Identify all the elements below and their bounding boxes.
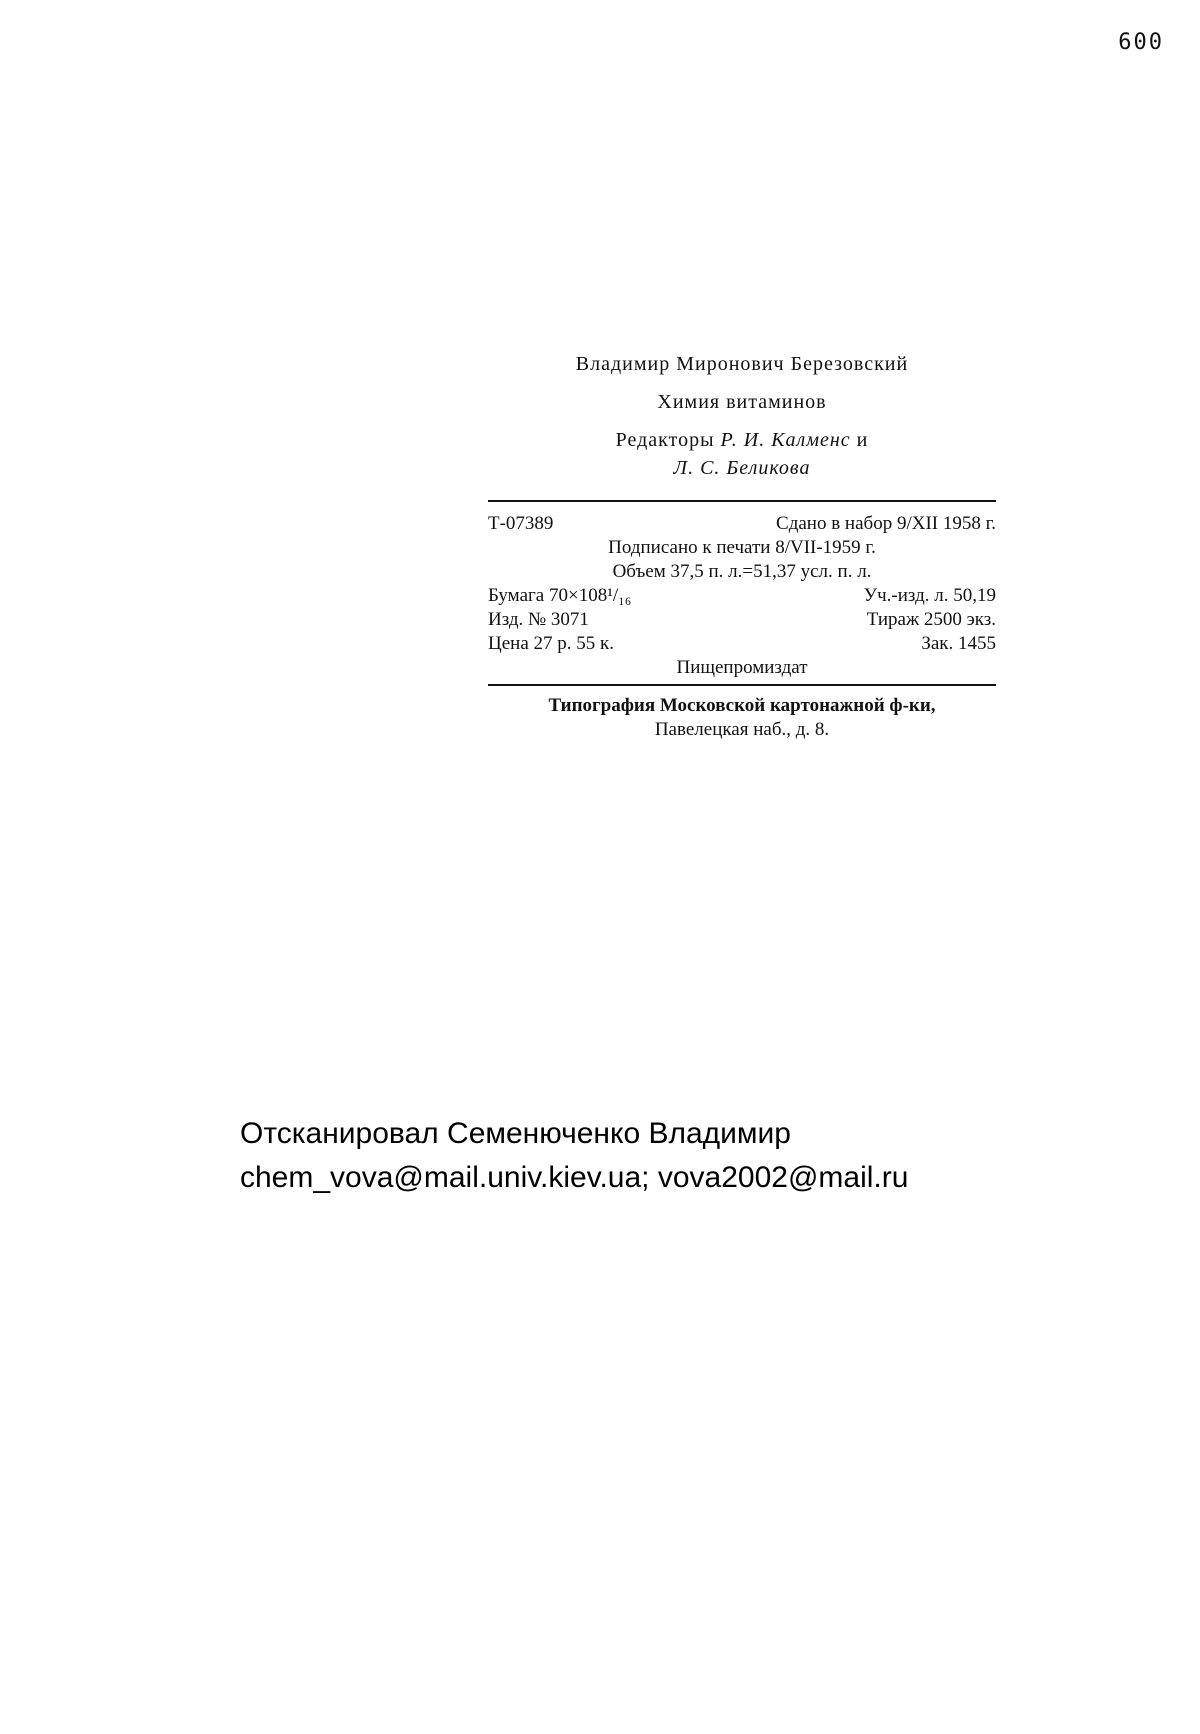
bottom-divider xyxy=(488,684,996,686)
order-number: Зак. 1455 xyxy=(921,633,996,654)
specs-row-signed xyxy=(488,536,996,560)
editor-2: Л. С. Беликова xyxy=(673,457,811,479)
price: Цена 27 р. 55 к. xyxy=(488,633,614,654)
colophon xyxy=(488,350,996,742)
volume-info: Объем 37,5 п. л.=51,37 усл. п. л. xyxy=(612,561,872,582)
editor-1: Р. И. Калменс xyxy=(720,429,851,451)
printer-address: Павелецкая наб., д. 8. xyxy=(654,719,830,740)
print-specs xyxy=(488,512,996,680)
specs-row-paper xyxy=(488,584,996,608)
typeset-date: Сдано в набор 9/XII 1958 г. xyxy=(776,513,996,534)
catalog-code: Т-07389 xyxy=(488,513,554,534)
signed-date: Подписано к печати 8/VII-1959 г. xyxy=(608,537,876,558)
publisher-name: Пищепромиздат xyxy=(676,657,808,678)
editors-conjunction: и xyxy=(856,429,869,451)
printer-name: Типография Московской картонажной ф-ки, xyxy=(548,695,936,716)
publication-number: Изд. № 3071 xyxy=(488,609,589,630)
print-run: Тираж 2500 экз. xyxy=(866,609,996,630)
scanner-credit: Отсканировал Семенюченко Владимир xyxy=(240,1117,791,1150)
page-number: 600 xyxy=(1118,30,1164,55)
edition-sheets: Уч.-изд. л. 50,19 xyxy=(863,585,996,606)
specs-row-price xyxy=(488,632,996,656)
editors-label: Редакторы xyxy=(615,429,715,451)
paper-format: Бумага 70×108¹/₁₆ xyxy=(488,585,632,606)
scanner-emails: chem_vova@mail.univ.kiev.ua; vova2002@mail.ru xyxy=(240,1161,909,1194)
specs-row-publisher xyxy=(488,656,996,680)
top-divider xyxy=(488,500,996,502)
specs-row-volume xyxy=(488,560,996,584)
scanner-note xyxy=(240,1112,908,1200)
specs-row-code xyxy=(488,512,996,536)
printer-info xyxy=(488,694,996,742)
specs-row-publication xyxy=(488,608,996,632)
book-credits xyxy=(488,350,996,482)
editors-line xyxy=(488,426,996,454)
book-title: Химия витаминов xyxy=(657,391,827,413)
author-name: Владимир Миронович Березовский xyxy=(575,353,909,375)
